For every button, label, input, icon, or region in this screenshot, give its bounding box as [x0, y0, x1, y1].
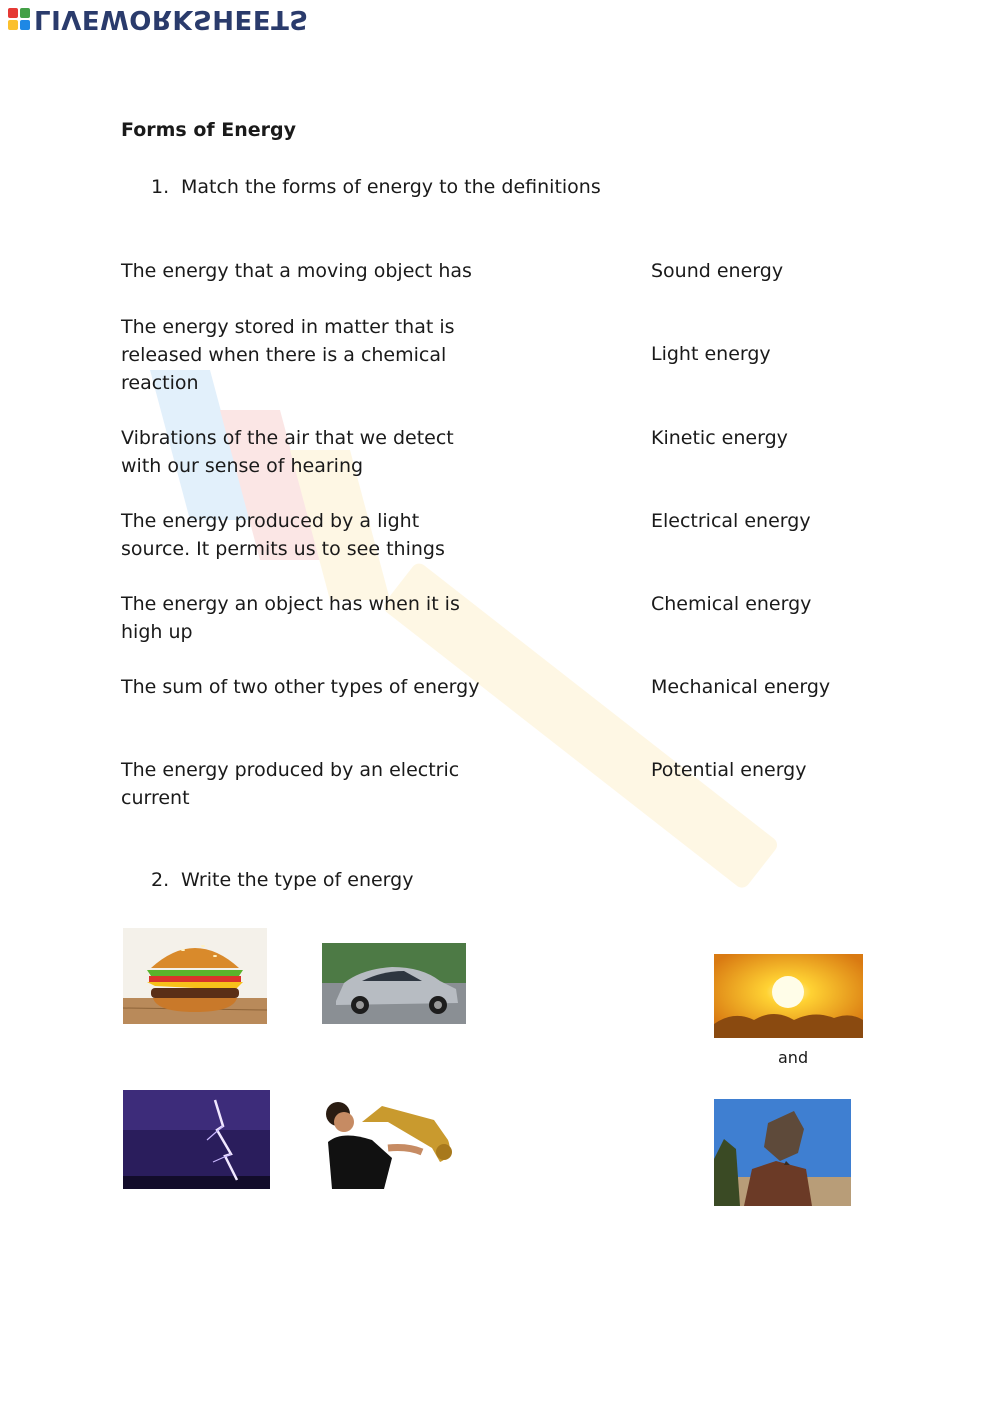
definition-item: The energy produced by a light source. It permits us to see things: [121, 510, 445, 560]
energy-term[interactable]: Sound energy: [651, 260, 784, 282]
energy-term[interactable]: Kinetic energy: [651, 427, 788, 449]
question-1: [151, 176, 601, 198]
definition-item: The energy that a moving object has: [121, 260, 472, 282]
energy-term[interactable]: Potential energy: [651, 759, 807, 781]
lightning-image: [123, 1090, 270, 1189]
definition-item: Vibrations of the air that we detect with our sense of hearing: [121, 427, 454, 477]
sun-image: [714, 954, 863, 1038]
energy-term[interactable]: Chemical energy: [651, 593, 812, 615]
saxophone-player-image: [322, 1092, 466, 1189]
question-number: 2.: [151, 869, 170, 891]
question-number: 1.: [151, 176, 170, 198]
question-text: Match the forms of energy to the definitions: [181, 176, 601, 198]
definition-item: The energy stored in matter that is released when there is a chemical reaction: [121, 316, 455, 394]
hamburger-image: [123, 928, 267, 1024]
definition-item: The energy an object has when it is high up: [121, 593, 460, 643]
liveworksheets-logo: [8, 4, 309, 34]
logo-text: LIVEWORKSHEETS: [34, 4, 309, 34]
energy-term[interactable]: Light energy: [651, 343, 771, 365]
and-label: and: [778, 1048, 809, 1067]
energy-term[interactable]: Mechanical energy: [651, 676, 831, 698]
car-image: [322, 943, 466, 1024]
logo-blocks-icon: [8, 8, 30, 30]
question-2: [151, 869, 413, 891]
page-title: Forms of Energy: [121, 119, 297, 141]
energy-term[interactable]: Electrical energy: [651, 510, 811, 532]
balancing-rock-image: [714, 1099, 851, 1206]
definition-item: The energy produced by an electric current: [121, 759, 460, 809]
definition-item: The sum of two other types of energy: [121, 676, 480, 698]
question-text: Write the type of energy: [181, 869, 414, 891]
